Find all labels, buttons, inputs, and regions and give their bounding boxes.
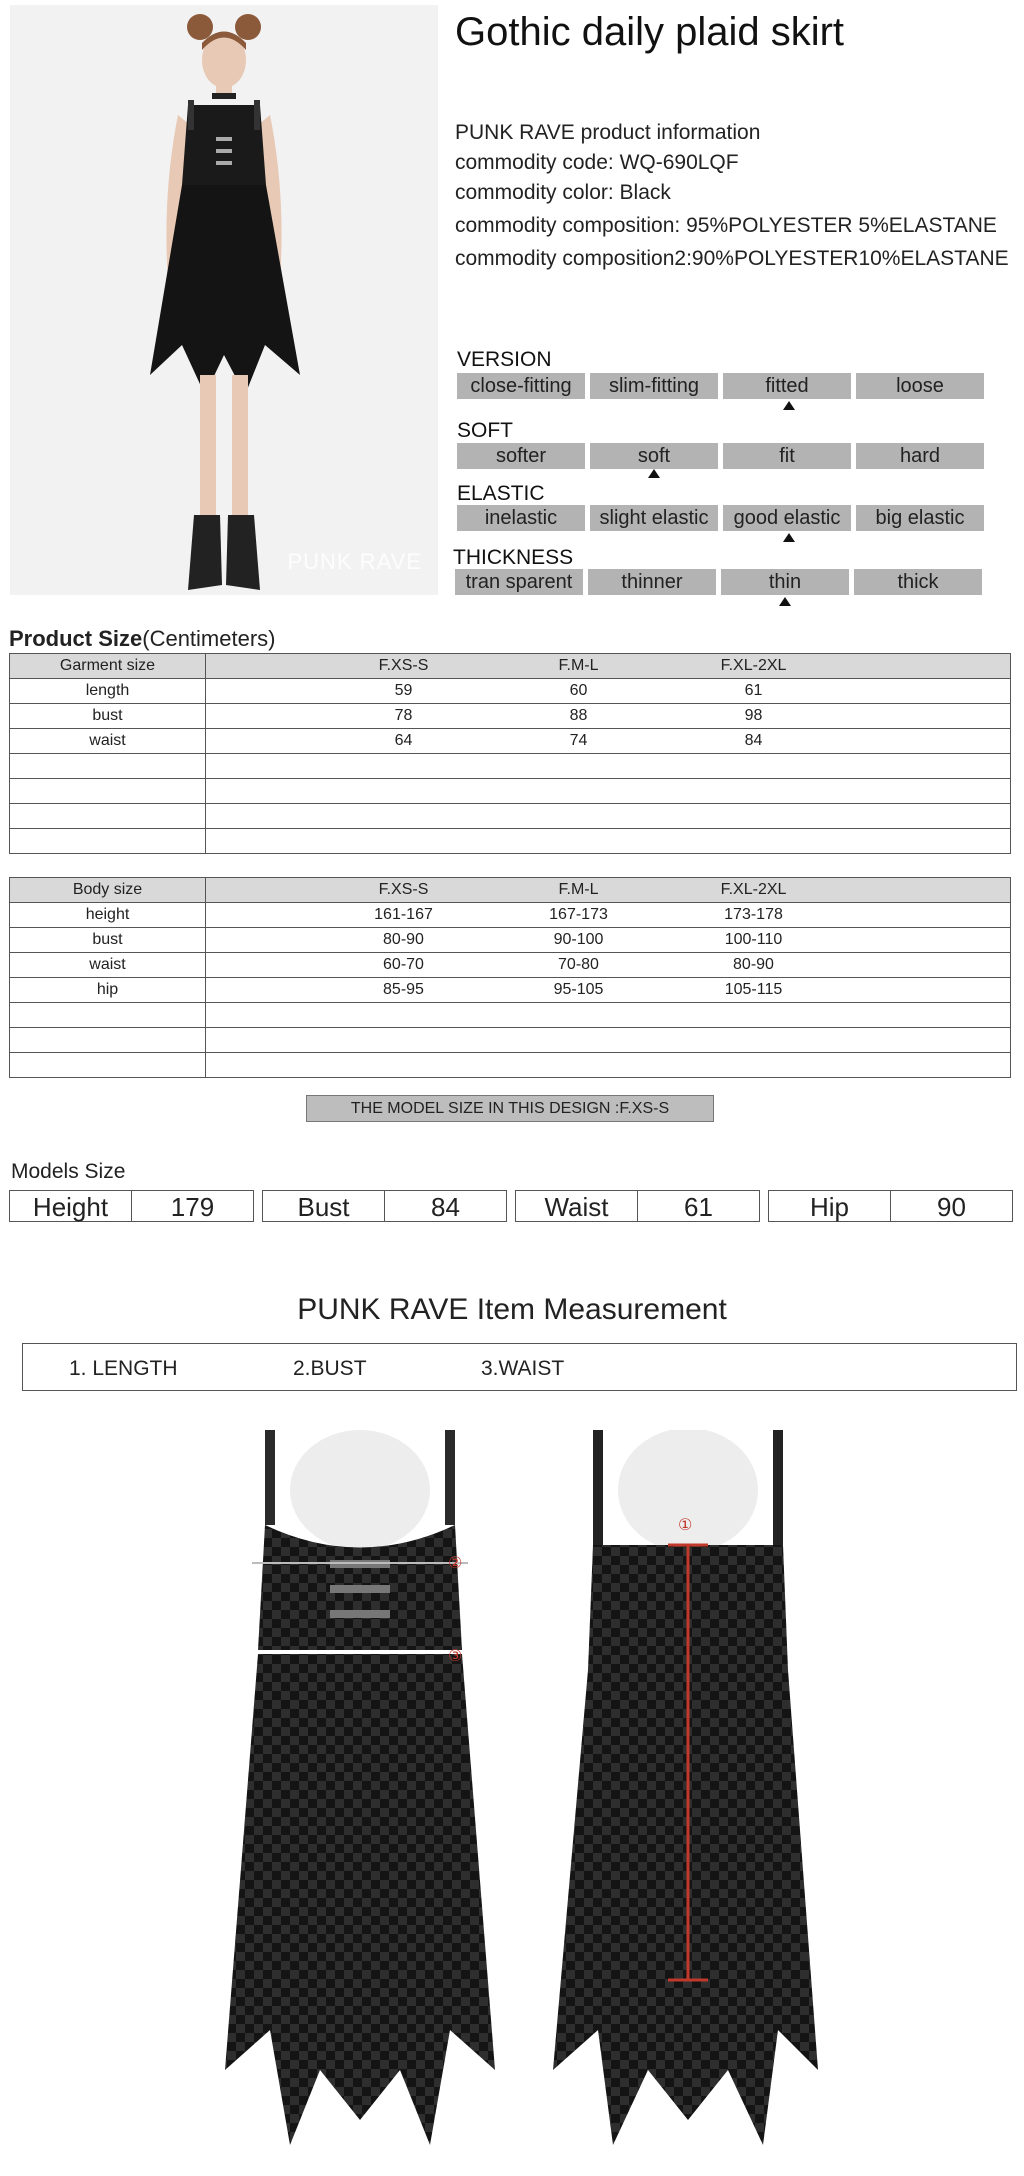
scale-option: tran sparent [455, 569, 583, 595]
header-cell: F.XS-S [378, 881, 429, 898]
table-row [10, 978, 1011, 1003]
table-row [10, 704, 1011, 729]
models-size-title: Models Size [11, 1160, 126, 1183]
body-size-table [9, 877, 1011, 1078]
info-line: commodity code: WQ-690LQF [455, 151, 739, 174]
scale-option: slim-fitting [590, 373, 718, 399]
measure-value: 179 [170, 1192, 215, 1222]
product-size-unit: (Centimeters) [142, 626, 276, 651]
marker-waist: ③ [448, 1646, 463, 1665]
scale-option: hard [856, 443, 984, 469]
watermark: PUNK RAVE [287, 549, 422, 574]
model-measure-bust [262, 1190, 507, 1222]
product-size-title [9, 626, 276, 652]
info-line: commodity color: Black [455, 181, 671, 204]
header-values [206, 654, 1011, 679]
cell: 61 [744, 682, 763, 699]
table-row [10, 928, 1011, 953]
table-row [10, 903, 1011, 928]
table-row-empty [10, 829, 1011, 854]
table-header [10, 878, 1011, 903]
cell: 60 [569, 682, 588, 699]
cell: 161-167 [374, 906, 433, 923]
scale-option: fitted [723, 373, 851, 399]
selection-marker [648, 469, 660, 478]
header-cell: F.XL-2XL [720, 881, 787, 898]
header-cell: Body size [10, 878, 206, 903]
measure-value: 61 [684, 1192, 713, 1222]
cell: 64 [394, 732, 413, 749]
scale-version [457, 373, 984, 399]
product-info [455, 118, 1009, 274]
selection-marker [783, 533, 795, 542]
scale-option: fit [723, 443, 851, 469]
scale-label-thickness: THICKNESS [453, 546, 574, 569]
scale-option: loose [856, 373, 984, 399]
cell: 78 [394, 707, 413, 724]
measure-value: 90 [937, 1192, 966, 1222]
header-cell: F.M-L [558, 657, 599, 674]
cell: 167-173 [549, 906, 608, 923]
header-cell: Garment size [10, 654, 206, 679]
product-size-table [9, 653, 1011, 854]
legend-length: 1. LENGTH [69, 1357, 178, 1380]
header-cell: F.XL-2XL [720, 657, 787, 674]
cell: 80-90 [733, 956, 774, 973]
marker-bust: ② [448, 1553, 463, 1572]
scale-label-version: VERSION [457, 348, 552, 371]
scale-option: big elastic [856, 505, 984, 531]
model-size-note: THE MODEL SIZE IN THIS DESIGN :F.XS-S [306, 1095, 714, 1122]
row-label: height [10, 903, 206, 928]
cell: 59 [394, 682, 413, 699]
scale-option: inelastic [457, 505, 585, 531]
table-row-empty [10, 1028, 1011, 1053]
selection-marker [779, 597, 791, 606]
row-label: waist [10, 953, 206, 978]
table-row-empty [10, 779, 1011, 804]
cell: 74 [569, 732, 588, 749]
scale-option: close-fitting [457, 373, 585, 399]
cell: 84 [744, 732, 763, 749]
model-measure-waist [515, 1190, 760, 1222]
measure-label: Hip [769, 1191, 891, 1221]
legend-bust: 2.BUST [293, 1357, 367, 1380]
table-header [10, 654, 1011, 679]
info-line: PUNK RAVE product information [455, 121, 761, 144]
cell: 85-95 [383, 981, 424, 998]
table-row-empty [10, 1003, 1011, 1028]
row-label: hip [10, 978, 206, 1003]
cell: 60-70 [383, 956, 424, 973]
scale-option: thinner [588, 569, 716, 595]
scale-option: soft [590, 443, 718, 469]
table-row [10, 729, 1011, 754]
measure-label: Height [10, 1191, 132, 1221]
scale-label-soft: SOFT [457, 419, 513, 442]
table-row [10, 953, 1011, 978]
measure-value: 84 [431, 1192, 460, 1222]
measurement-legend [22, 1343, 1017, 1391]
scale-soft [457, 443, 984, 469]
product-photo [10, 5, 438, 595]
scale-option: good elastic [723, 505, 851, 531]
row-label: bust [10, 928, 206, 953]
cell: 105-115 [724, 981, 783, 998]
cell: 70-80 [558, 956, 599, 973]
measure-label: Waist [516, 1191, 638, 1221]
header-cell: F.XS-S [378, 657, 429, 674]
scale-elastic [457, 505, 984, 531]
product-title: Gothic daily plaid skirt [455, 10, 845, 54]
selection-marker [783, 401, 795, 410]
scale-option: softer [457, 443, 585, 469]
cell: 100-110 [724, 931, 783, 948]
cell: 98 [744, 707, 763, 724]
dress-front-image [200, 1430, 520, 2145]
cell: 80-90 [383, 931, 424, 948]
scale-option: slight elastic [590, 505, 718, 531]
table-row-empty [10, 754, 1011, 779]
dress-back-image [548, 1430, 828, 2145]
cell: 88 [569, 707, 588, 724]
cell: 95-105 [553, 981, 604, 998]
header-cell: F.M-L [558, 881, 599, 898]
models-size-row [9, 1190, 1013, 1222]
measurement-title: PUNK RAVE Item Measurement [297, 1293, 727, 1326]
model-measure-height [9, 1190, 254, 1222]
cell: 90-100 [553, 931, 604, 948]
marker-length: ① [678, 1515, 693, 1534]
row-label: length [10, 679, 206, 704]
row-label: bust [10, 704, 206, 729]
scale-option: thick [854, 569, 982, 595]
measure-label: Bust [263, 1191, 385, 1221]
table-row [10, 679, 1011, 704]
model-measure-hip [768, 1190, 1013, 1222]
cell: 173-178 [724, 906, 783, 923]
product-size-title-bold: Product Size [9, 626, 143, 651]
legend-waist: 3.WAIST [481, 1357, 565, 1380]
table-row-empty [10, 804, 1011, 829]
info-line: commodity composition2:90%POLYESTER10%ELASTANE [455, 247, 1009, 270]
row-label: waist [10, 729, 206, 754]
info-line: commodity composition: 95%POLYESTER 5%ELASTANE [455, 214, 997, 237]
scale-label-elastic: ELASTIC [457, 482, 545, 505]
model-illustration [10, 5, 438, 595]
table-row-empty [10, 1053, 1011, 1078]
scale-thickness [455, 569, 982, 595]
scale-option: thin [721, 569, 849, 595]
